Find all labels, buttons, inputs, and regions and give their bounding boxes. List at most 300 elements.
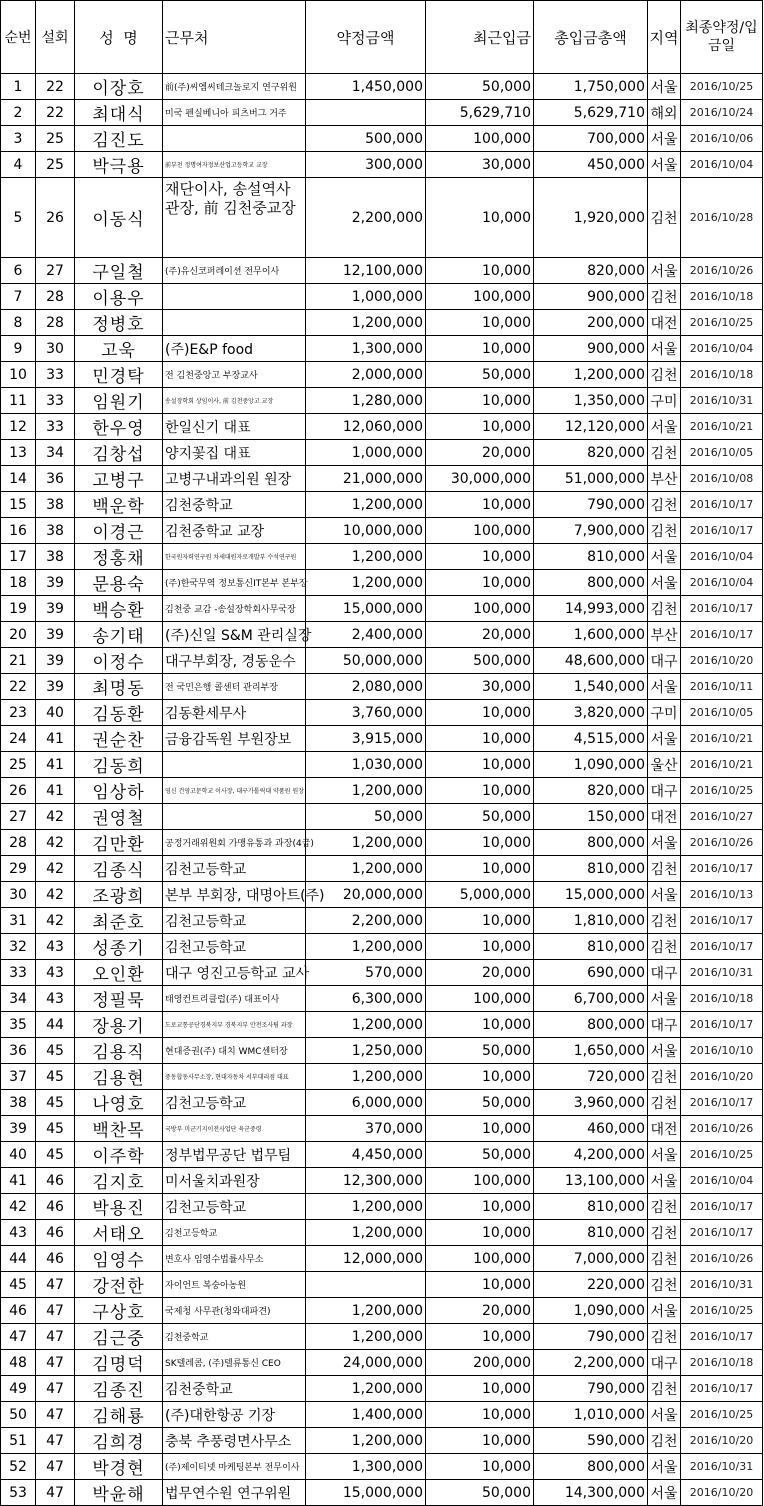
- row-region: 김천: [648, 440, 681, 466]
- row-total: 1,200,000: [534, 362, 648, 388]
- row-name: 김동희: [75, 752, 163, 778]
- row-recent: 200,000: [426, 1350, 534, 1376]
- row-work: [163, 804, 306, 830]
- table-row: [1, 908, 763, 934]
- row-work: 김천중 교감 -송설장학회사무국장: [163, 596, 306, 622]
- row-recent: 500,000: [426, 648, 534, 674]
- table-row: [1, 284, 763, 310]
- row-seq: 42: [1, 1194, 36, 1220]
- row-recent: 10,000: [426, 726, 534, 752]
- table-row: [1, 1038, 763, 1064]
- row-work: 前부천 정명여자정보산업고등학교 교장: [163, 152, 306, 178]
- row-work: 현대증권(주) 대치 WMC센터장: [163, 1038, 306, 1064]
- row-recent: 50,000: [426, 1142, 534, 1168]
- row-pledge: 570,000: [306, 960, 426, 986]
- table-row: [1, 674, 763, 700]
- table-row: [1, 960, 763, 986]
- row-seq: 37: [1, 1064, 36, 1090]
- row-region: 해외: [648, 100, 681, 126]
- row-total: 1,750,000: [534, 74, 648, 100]
- row-region: 서울: [648, 1454, 681, 1480]
- row-work: 재단이사, 송설역사관장, 前 김천중교장: [163, 178, 306, 258]
- row-date: 2016/10/05: [681, 700, 763, 726]
- row-seq: 28: [1, 830, 36, 856]
- row-name: 임영수: [75, 1246, 163, 1272]
- row-name: 김지호: [75, 1168, 163, 1194]
- table-row: [1, 152, 763, 178]
- row-pledge: 1,200,000: [306, 544, 426, 570]
- row-region: 서울: [648, 152, 681, 178]
- row-total: 800,000: [534, 570, 648, 596]
- header-work: 근무처: [163, 1, 306, 74]
- row-work: 前(주)씨엠씨테크놀로지 연구위원: [163, 74, 306, 100]
- table-row: [1, 1324, 763, 1350]
- row-seq: 47: [1, 1324, 36, 1350]
- row-region: 구미: [648, 700, 681, 726]
- table-row: [1, 1116, 763, 1142]
- row-name: 강전한: [75, 1272, 163, 1298]
- row-region: 울산: [648, 752, 681, 778]
- row-recent: 100,000: [426, 518, 534, 544]
- row-seq: 36: [1, 1038, 36, 1064]
- row-pledge: 1,000,000: [306, 440, 426, 466]
- row-region: 김천: [648, 1324, 681, 1350]
- row-work: (주)대한항공 기장: [163, 1402, 306, 1428]
- row-pledge: 500,000: [306, 126, 426, 152]
- row-pledge: 50,000,000: [306, 648, 426, 674]
- row-work: 김천고등학교: [163, 856, 306, 882]
- row-seq: 39: [1, 1116, 36, 1142]
- row-seq: 4: [1, 152, 36, 178]
- table-row: [1, 726, 763, 752]
- row-recent: 30,000: [426, 152, 534, 178]
- row-pledge: 1,250,000: [306, 1038, 426, 1064]
- row-recent: 10,000: [426, 258, 534, 284]
- row-date: 2016/10/17: [681, 1194, 763, 1220]
- row-work: 국방부 미군기지이전사업단 육군중령: [163, 1116, 306, 1142]
- row-pledge: 1,030,000: [306, 752, 426, 778]
- row-seq: 38: [1, 1090, 36, 1116]
- row-total: 590,000: [534, 1428, 648, 1454]
- row-name: 김희경: [75, 1428, 163, 1454]
- table-row: [1, 778, 763, 804]
- row-name: 최대식: [75, 100, 163, 126]
- row-work: 김천고등학교: [163, 1194, 306, 1220]
- row-pledge: 1,200,000: [306, 310, 426, 336]
- row-total: 51,000,000: [534, 466, 648, 492]
- row-pledge: 21,000,000: [306, 466, 426, 492]
- row-seq: 7: [1, 284, 36, 310]
- row-work: (주)E&P food: [163, 336, 306, 362]
- row-pledge: 1,200,000: [306, 934, 426, 960]
- table-row: [1, 1194, 763, 1220]
- row-total: 4,200,000: [534, 1142, 648, 1168]
- row-total: 820,000: [534, 440, 648, 466]
- row-sulhoe: 43: [36, 986, 75, 1012]
- row-name: 서태오: [75, 1220, 163, 1246]
- row-recent: 10,000: [426, 752, 534, 778]
- row-total: 800,000: [534, 830, 648, 856]
- row-date: 2016/10/11: [681, 674, 763, 700]
- row-name: 송기태: [75, 622, 163, 648]
- row-date: 2016/10/31: [681, 1454, 763, 1480]
- row-work: [163, 126, 306, 152]
- row-region: 김천: [648, 908, 681, 934]
- row-name: 박경현: [75, 1454, 163, 1480]
- row-total: 15,000,000: [534, 882, 648, 908]
- row-region: 김천: [648, 492, 681, 518]
- row-seq: 12: [1, 414, 36, 440]
- row-pledge: 6,300,000: [306, 986, 426, 1012]
- row-name: 임원기: [75, 388, 163, 414]
- row-pledge: 300,000: [306, 152, 426, 178]
- row-date: 2016/10/17: [681, 1220, 763, 1246]
- table-row: [1, 414, 763, 440]
- row-region: 부산: [648, 466, 681, 492]
- row-work: 대구부회장, 경동운수: [163, 648, 306, 674]
- row-date: 2016/10/17: [681, 1012, 763, 1038]
- row-seq: 22: [1, 674, 36, 700]
- row-recent: 100,000: [426, 986, 534, 1012]
- row-name: 한우영: [75, 414, 163, 440]
- row-seq: 31: [1, 908, 36, 934]
- row-pledge: [306, 1272, 426, 1298]
- row-pledge: 2,000,000: [306, 362, 426, 388]
- row-pledge: 1,400,000: [306, 1402, 426, 1428]
- row-region: 대구: [648, 1012, 681, 1038]
- row-total: 13,100,000: [534, 1168, 648, 1194]
- row-region: 서울: [648, 544, 681, 570]
- row-seq: 1: [1, 74, 36, 100]
- table-row: [1, 1376, 763, 1402]
- row-work: [163, 284, 306, 310]
- row-sulhoe: 47: [36, 1324, 75, 1350]
- row-date: 2016/10/17: [681, 908, 763, 934]
- row-sulhoe: 44: [36, 1012, 75, 1038]
- row-seq: 2: [1, 100, 36, 126]
- row-total: 200,000: [534, 310, 648, 336]
- row-recent: 100,000: [426, 126, 534, 152]
- row-sulhoe: 47: [36, 1454, 75, 1480]
- row-name: 김종식: [75, 856, 163, 882]
- row-sulhoe: 47: [36, 1272, 75, 1298]
- row-region: 서울: [648, 126, 681, 152]
- row-sulhoe: 27: [36, 258, 75, 284]
- row-recent: 10,000: [426, 310, 534, 336]
- row-seq: 30: [1, 882, 36, 908]
- row-sulhoe: 41: [36, 778, 75, 804]
- row-region: 김천: [648, 1194, 681, 1220]
- table-row: [1, 596, 763, 622]
- row-date: 2016/10/06: [681, 126, 763, 152]
- row-sulhoe: 39: [36, 596, 75, 622]
- table-row: [1, 178, 763, 258]
- row-pledge: 1,280,000: [306, 388, 426, 414]
- table-row: [1, 362, 763, 388]
- row-sulhoe: 43: [36, 960, 75, 986]
- table-row: [1, 1350, 763, 1376]
- row-pledge: 24,000,000: [306, 1350, 426, 1376]
- row-date: 2016/10/17: [681, 1324, 763, 1350]
- row-sulhoe: 43: [36, 934, 75, 960]
- row-seq: 10: [1, 362, 36, 388]
- row-total: 790,000: [534, 492, 648, 518]
- row-seq: 46: [1, 1298, 36, 1324]
- row-name: 백승환: [75, 596, 163, 622]
- row-date: 2016/10/08: [681, 466, 763, 492]
- row-region: 김천: [648, 856, 681, 882]
- row-work: 김천중학교: [163, 1324, 306, 1350]
- table-row: [1, 388, 763, 414]
- row-recent: 50,000: [426, 362, 534, 388]
- row-pledge: 2,080,000: [306, 674, 426, 700]
- row-seq: 21: [1, 648, 36, 674]
- row-work: 태영컨트리클럽(주) 대표이사: [163, 986, 306, 1012]
- row-name: 구일철: [75, 258, 163, 284]
- row-work: 한일신기 대표: [163, 414, 306, 440]
- row-total: 7,000,000: [534, 1246, 648, 1272]
- row-seq: 52: [1, 1454, 36, 1480]
- row-total: 1,810,000: [534, 908, 648, 934]
- row-name: 고병구: [75, 466, 163, 492]
- row-pledge: 1,300,000: [306, 336, 426, 362]
- row-recent: 100,000: [426, 1246, 534, 1272]
- row-pledge: 1,200,000: [306, 492, 426, 518]
- row-pledge: 12,060,000: [306, 414, 426, 440]
- row-date: 2016/10/27: [681, 804, 763, 830]
- row-date: 2016/10/18: [681, 362, 763, 388]
- row-name: 고욱: [75, 336, 163, 362]
- table-row: [1, 1220, 763, 1246]
- table-row: [1, 830, 763, 856]
- row-total: 820,000: [534, 778, 648, 804]
- row-pledge: 1,200,000: [306, 1298, 426, 1324]
- row-date: 2016/10/25: [681, 778, 763, 804]
- row-sulhoe: 33: [36, 414, 75, 440]
- row-pledge: 12,100,000: [306, 258, 426, 284]
- row-pledge: 1,200,000: [306, 778, 426, 804]
- row-seq: 27: [1, 804, 36, 830]
- row-region: 김천: [648, 934, 681, 960]
- row-seq: 45: [1, 1272, 36, 1298]
- row-date: 2016/10/25: [681, 1402, 763, 1428]
- row-total: 810,000: [534, 934, 648, 960]
- row-seq: 44: [1, 1246, 36, 1272]
- row-pledge: 1,200,000: [306, 1376, 426, 1402]
- row-sulhoe: 46: [36, 1220, 75, 1246]
- row-work: 전 국민은행 콜센터 관리부장: [163, 674, 306, 700]
- row-seq: 11: [1, 388, 36, 414]
- row-sulhoe: 22: [36, 100, 75, 126]
- row-sulhoe: 36: [36, 466, 75, 492]
- row-sulhoe: 42: [36, 830, 75, 856]
- row-total: 690,000: [534, 960, 648, 986]
- row-work: 자이언트 복숭아농원: [163, 1272, 306, 1298]
- row-sulhoe: 39: [36, 674, 75, 700]
- row-region: 서울: [648, 1168, 681, 1194]
- row-work: (주)한국무역 정보통신IT본부 본부장: [163, 570, 306, 596]
- row-pledge: 1,200,000: [306, 1194, 426, 1220]
- row-total: 810,000: [534, 1220, 648, 1246]
- header-pledge: 약정금액: [306, 1, 426, 74]
- row-sulhoe: 45: [36, 1038, 75, 1064]
- row-work: 김천중학교 교장: [163, 518, 306, 544]
- row-pledge: 1,200,000: [306, 830, 426, 856]
- row-work: 김천고등학교: [163, 934, 306, 960]
- header-seq: 순번: [1, 1, 36, 74]
- row-total: 6,700,000: [534, 986, 648, 1012]
- row-seq: 15: [1, 492, 36, 518]
- row-pledge: 1,200,000: [306, 1012, 426, 1038]
- table-row: [1, 1142, 763, 1168]
- row-date: 2016/10/05: [681, 440, 763, 466]
- row-work: 금융감독원 부원장보: [163, 726, 306, 752]
- row-recent: 50,000: [426, 1090, 534, 1116]
- row-total: 900,000: [534, 336, 648, 362]
- row-total: 1,090,000: [534, 1298, 648, 1324]
- row-sulhoe: 39: [36, 648, 75, 674]
- row-name: 김근중: [75, 1324, 163, 1350]
- row-total: 1,010,000: [534, 1402, 648, 1428]
- row-pledge: 6,000,000: [306, 1090, 426, 1116]
- row-region: 김천: [648, 284, 681, 310]
- table-row: [1, 518, 763, 544]
- row-work: 전 김천중앙고 부장교사: [163, 362, 306, 388]
- row-sulhoe: 38: [36, 492, 75, 518]
- row-work: 김천고등학교: [163, 908, 306, 934]
- row-recent: 10,000: [426, 1428, 534, 1454]
- row-region: 김천: [648, 1272, 681, 1298]
- row-work: (주)제이티넷 마케팅본부 전무이사: [163, 1454, 306, 1480]
- row-name: 임상하: [75, 778, 163, 804]
- row-pledge: 1,200,000: [306, 1064, 426, 1090]
- row-seq: 19: [1, 596, 36, 622]
- row-work: 국제청 사무관(청와대파견): [163, 1298, 306, 1324]
- row-region: 대전: [648, 1116, 681, 1142]
- row-date: 2016/10/17: [681, 1376, 763, 1402]
- row-region: 서울: [648, 726, 681, 752]
- row-total: 12,120,000: [534, 414, 648, 440]
- row-region: 대구: [648, 1350, 681, 1376]
- row-name: 정홍채: [75, 544, 163, 570]
- row-date: 2016/10/17: [681, 1090, 763, 1116]
- row-total: 5,629,710: [534, 100, 648, 126]
- row-name: 최준호: [75, 908, 163, 934]
- row-name: 나영호: [75, 1090, 163, 1116]
- row-recent: 10,000: [426, 1454, 534, 1480]
- row-pledge: 2,200,000: [306, 178, 426, 258]
- row-date: 2016/10/26: [681, 258, 763, 284]
- row-recent: 50,000: [426, 1038, 534, 1064]
- row-sulhoe: 33: [36, 362, 75, 388]
- row-seq: 16: [1, 518, 36, 544]
- row-name: 문용숙: [75, 570, 163, 596]
- row-total: 810,000: [534, 856, 648, 882]
- row-sulhoe: 42: [36, 804, 75, 830]
- row-seq: 6: [1, 258, 36, 284]
- row-date: 2016/10/13: [681, 882, 763, 908]
- row-total: 150,000: [534, 804, 648, 830]
- row-seq: 40: [1, 1142, 36, 1168]
- row-sulhoe: 30: [36, 336, 75, 362]
- row-seq: 49: [1, 1376, 36, 1402]
- row-recent: 50,000: [426, 74, 534, 100]
- row-seq: 32: [1, 934, 36, 960]
- table-row: [1, 258, 763, 284]
- row-work: 김동환세무사: [163, 700, 306, 726]
- row-region: 서울: [648, 570, 681, 596]
- table-row: [1, 1064, 763, 1090]
- row-total: 4,515,000: [534, 726, 648, 752]
- row-region: 서울: [648, 1402, 681, 1428]
- table-row: [1, 1012, 763, 1038]
- row-date: 2016/10/17: [681, 596, 763, 622]
- row-total: 14,300,000: [534, 1480, 648, 1506]
- row-work: [163, 310, 306, 336]
- row-recent: 10,000: [426, 778, 534, 804]
- row-seq: 24: [1, 726, 36, 752]
- row-pledge: 1,200,000: [306, 856, 426, 882]
- row-sulhoe: 46: [36, 1168, 75, 1194]
- row-pledge: 3,760,000: [306, 700, 426, 726]
- table-row: [1, 1402, 763, 1428]
- row-work: 미국 펜실베니아 피츠버그 거주: [163, 100, 306, 126]
- row-seq: 8: [1, 310, 36, 336]
- row-work: 영신 건영고문학교 이사장, 대구가톨릭대 약품원 원장: [163, 778, 306, 804]
- row-region: 서울: [648, 674, 681, 700]
- table-row: [1, 856, 763, 882]
- row-name: 이경근: [75, 518, 163, 544]
- row-recent: 20,000: [426, 960, 534, 986]
- row-name: 구상호: [75, 1298, 163, 1324]
- row-name: 장용기: [75, 1012, 163, 1038]
- row-total: 14,993,000: [534, 596, 648, 622]
- row-recent: 10,000: [426, 544, 534, 570]
- row-total: 1,650,000: [534, 1038, 648, 1064]
- row-region: 서울: [648, 258, 681, 284]
- row-name: 김창섭: [75, 440, 163, 466]
- row-recent: 10,000: [426, 908, 534, 934]
- row-work: 본부 부회장, 대명아트(주): [163, 882, 306, 908]
- table-row: [1, 752, 763, 778]
- row-seq: 13: [1, 440, 36, 466]
- row-date: 2016/10/20: [681, 1428, 763, 1454]
- row-work: 대구 영진고등학교 교사: [163, 960, 306, 986]
- row-total: 800,000: [534, 1012, 648, 1038]
- row-name: 김해룡: [75, 1402, 163, 1428]
- row-recent: 10,000: [426, 1272, 534, 1298]
- row-work: 미서울치과원장: [163, 1168, 306, 1194]
- table-row: [1, 882, 763, 908]
- row-sulhoe: 47: [36, 1298, 75, 1324]
- row-name: 이주학: [75, 1142, 163, 1168]
- row-date: 2016/10/04: [681, 336, 763, 362]
- row-pledge: 10,000,000: [306, 518, 426, 544]
- row-pledge: 3,915,000: [306, 726, 426, 752]
- row-work: 도로교통공단경북지부 경북지부 안전조사팀 과장: [163, 1012, 306, 1038]
- row-seq: 43: [1, 1220, 36, 1246]
- row-seq: 29: [1, 856, 36, 882]
- header-sulhoe: 설회: [36, 1, 75, 74]
- row-seq: 26: [1, 778, 36, 804]
- row-sulhoe: 33: [36, 388, 75, 414]
- row-sulhoe: 39: [36, 622, 75, 648]
- row-date: 2016/10/04: [681, 544, 763, 570]
- row-total: 810,000: [534, 544, 648, 570]
- row-date: 2016/10/18: [681, 284, 763, 310]
- table-row: [1, 1454, 763, 1480]
- row-work: 충북 추풍령면사무소: [163, 1428, 306, 1454]
